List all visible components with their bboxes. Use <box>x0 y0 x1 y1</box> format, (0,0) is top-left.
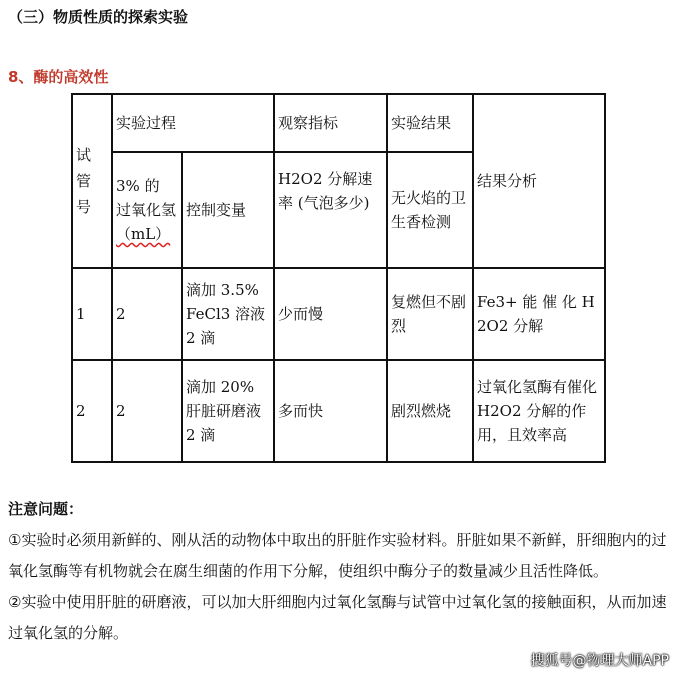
header-tube-number: 试管号 <box>72 94 112 268</box>
watermark: 搜狐号@物理大师APP <box>530 653 669 669</box>
row2-variable: 滴加 20% 肝脏研磨液 2 滴 <box>182 360 274 462</box>
row1-result: 复燃但不剧烈 <box>387 268 473 360</box>
header-indicator: 观察指标 <box>274 94 387 152</box>
subheader-rate: H2O2 分解速率 (气泡多少) <box>274 152 387 268</box>
row2-tube: 2 <box>72 360 112 462</box>
row1-analysis: Fe3+ 能 催 化 H2O2 分解 <box>473 268 605 360</box>
experiment-table <box>71 93 606 463</box>
row1-volume: 2 <box>112 268 182 360</box>
row2-rate: 多而快 <box>274 360 387 462</box>
note-item-2: ②实验中使用肝脏的研磨液，可以加大肝细胞内过氧化氢酶与试管中过氧化氢的接触面积，从而加速过氧化氢的分解。 <box>8 593 667 642</box>
section-title: （三）物质性质的探索实验 <box>8 8 189 26</box>
experiment-title: 8、酶的高效性 <box>8 68 109 86</box>
header-process: 实验过程 <box>112 94 274 152</box>
subheader-h2o2-unit: （mL） <box>116 225 171 243</box>
subheader-h2o2-label: 3% 的 过氧化氢 <box>116 177 177 219</box>
note-item-1: ①实验时必须用新鲜的、刚从活的动物体中取出的肝脏作实验材料。肝脏如果不新鲜，肝细胞内的过氧化氢酶等有机物就会在腐生细菌的作用下分解，使组织中酶分子的数量减少且活性降低。 <box>8 531 667 580</box>
table-row <box>72 360 605 462</box>
row1-tube: 1 <box>72 268 112 360</box>
subheader-variable: 控制变量 <box>182 152 274 268</box>
notes-heading: 注意问题： <box>8 500 84 518</box>
row2-result: 剧烈燃烧 <box>387 360 473 462</box>
subheader-test: 无火焰的卫生香检测 <box>387 152 473 268</box>
row1-variable: 滴加 3.5% FeCl3 溶液 2 滴 <box>182 268 274 360</box>
notes-section <box>8 494 672 649</box>
row2-volume: 2 <box>112 360 182 462</box>
table-row <box>72 268 605 360</box>
row2-analysis: 过氧化氢酶有催化 H2O2 分解的作用，且效率高 <box>473 360 605 462</box>
header-result: 实验结果 <box>387 94 473 152</box>
subheader-h2o2-volume <box>112 152 182 268</box>
header-analysis: 结果分析 <box>473 94 605 268</box>
row1-rate: 少而慢 <box>274 268 387 360</box>
